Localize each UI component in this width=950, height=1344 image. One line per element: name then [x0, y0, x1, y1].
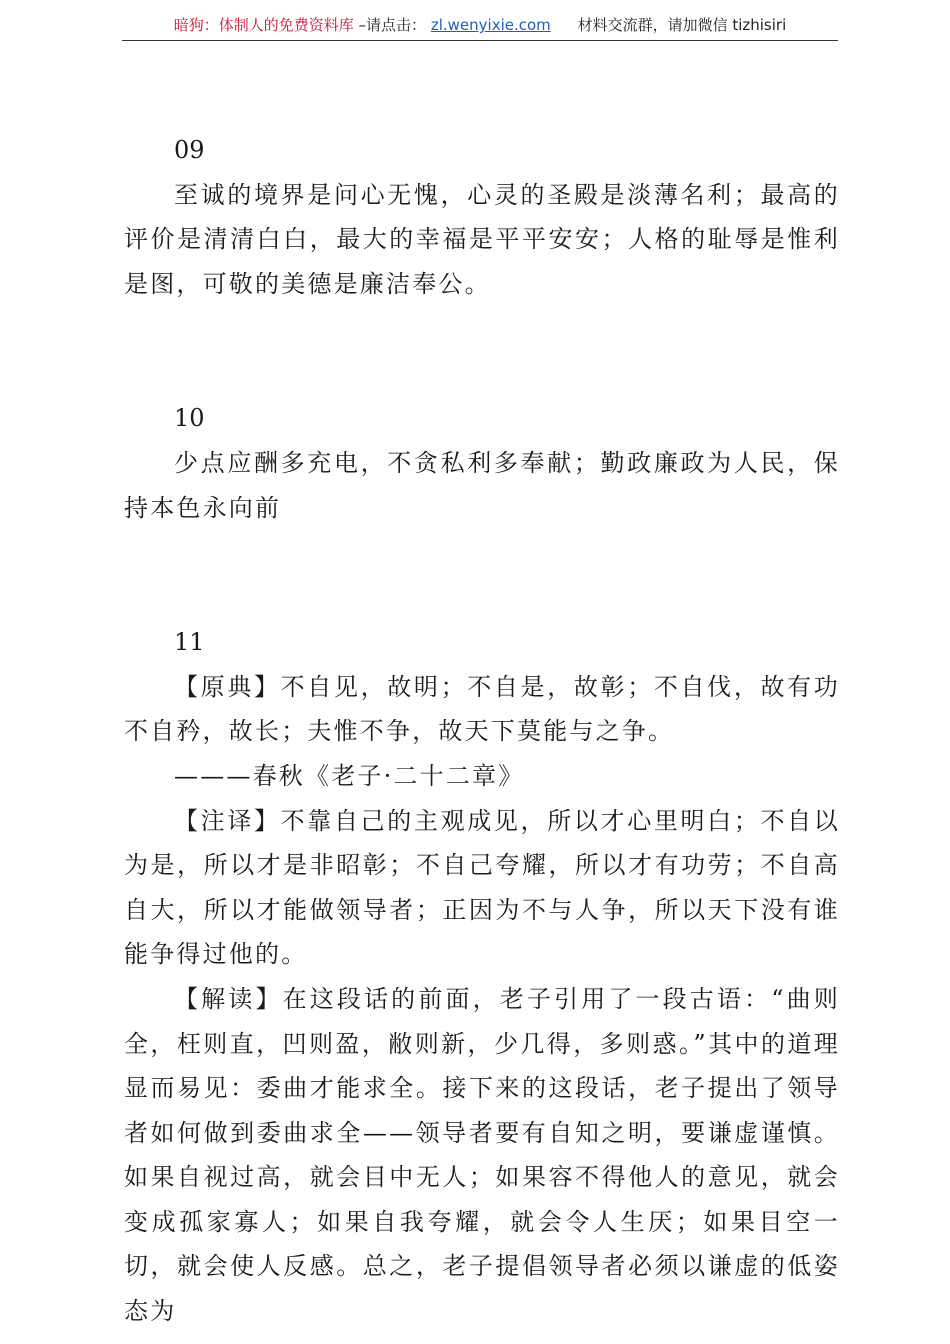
section-09-text: 至诚的境界是问心无愧，心灵的圣殿是淡薄名利；最高的评价是清清白白，最大的幸福是平平安安；人格的耻辱是惟利是图，可敬的美德是廉洁奉公。: [124, 180, 840, 298]
header-prompt: –请点击：: [358, 16, 427, 34]
header-brand: 暗狗：体制人的免费资料库: [173, 16, 354, 34]
section-number-09: 09: [174, 136, 205, 164]
section-11-annotation: 【注译】不靠自己的主观成见，所以才心里明白；不自以为是，所以才是非昭彰；不自己夸耀，所以才有功劳；不自高自大，所以才能做领导者；正因为不与人争，所以天下没有谁能争得过他的。: [124, 806, 840, 969]
section-10-text: 少点应酬多充电，不贪私利多奉献；勤政廉政为人民，保持本色永向前: [124, 448, 840, 522]
section-number-10: 10: [174, 404, 205, 433]
header-contact: 材料交流群，请加微信 tizhisiri: [577, 16, 787, 34]
section-11-interpretation: 【解读】在这段话的前面，老子引用了一段古语：“曲则全，枉则直，凹则盈，敝则新，少几得，多则惑。”其中的道理显而易见：委曲才能求全。接下来的这段话，老子提出了领导者如何做到委曲求全——领导者要有自知之明，要谦虚谨慎。如果自视过高，就会目中无人；如果容不得他人的意见，就会变成孤家寡人；如果自我夸耀，就会令人生厌；如果目空一切，就会使人反感。总之，老子提倡领导者必须以谦虚的低姿态为: [124, 984, 840, 1326]
section-11-source: ———春秋《老子·二十二章》: [174, 761, 525, 790]
section-gap: [124, 306, 840, 396]
section-gap: [124, 530, 840, 620]
header-link[interactable]: zl.wenyixie.com: [430, 16, 551, 34]
section-number-11: 11: [174, 628, 205, 657]
document-body: [124, 128, 840, 1334]
page-header: [122, 14, 838, 41]
section-11-original: 【原典】不自见，故明；不自是，故彰；不自伐，故有功不自矜，故长；夫惟不争，故天下莫能与之争。: [124, 672, 840, 746]
